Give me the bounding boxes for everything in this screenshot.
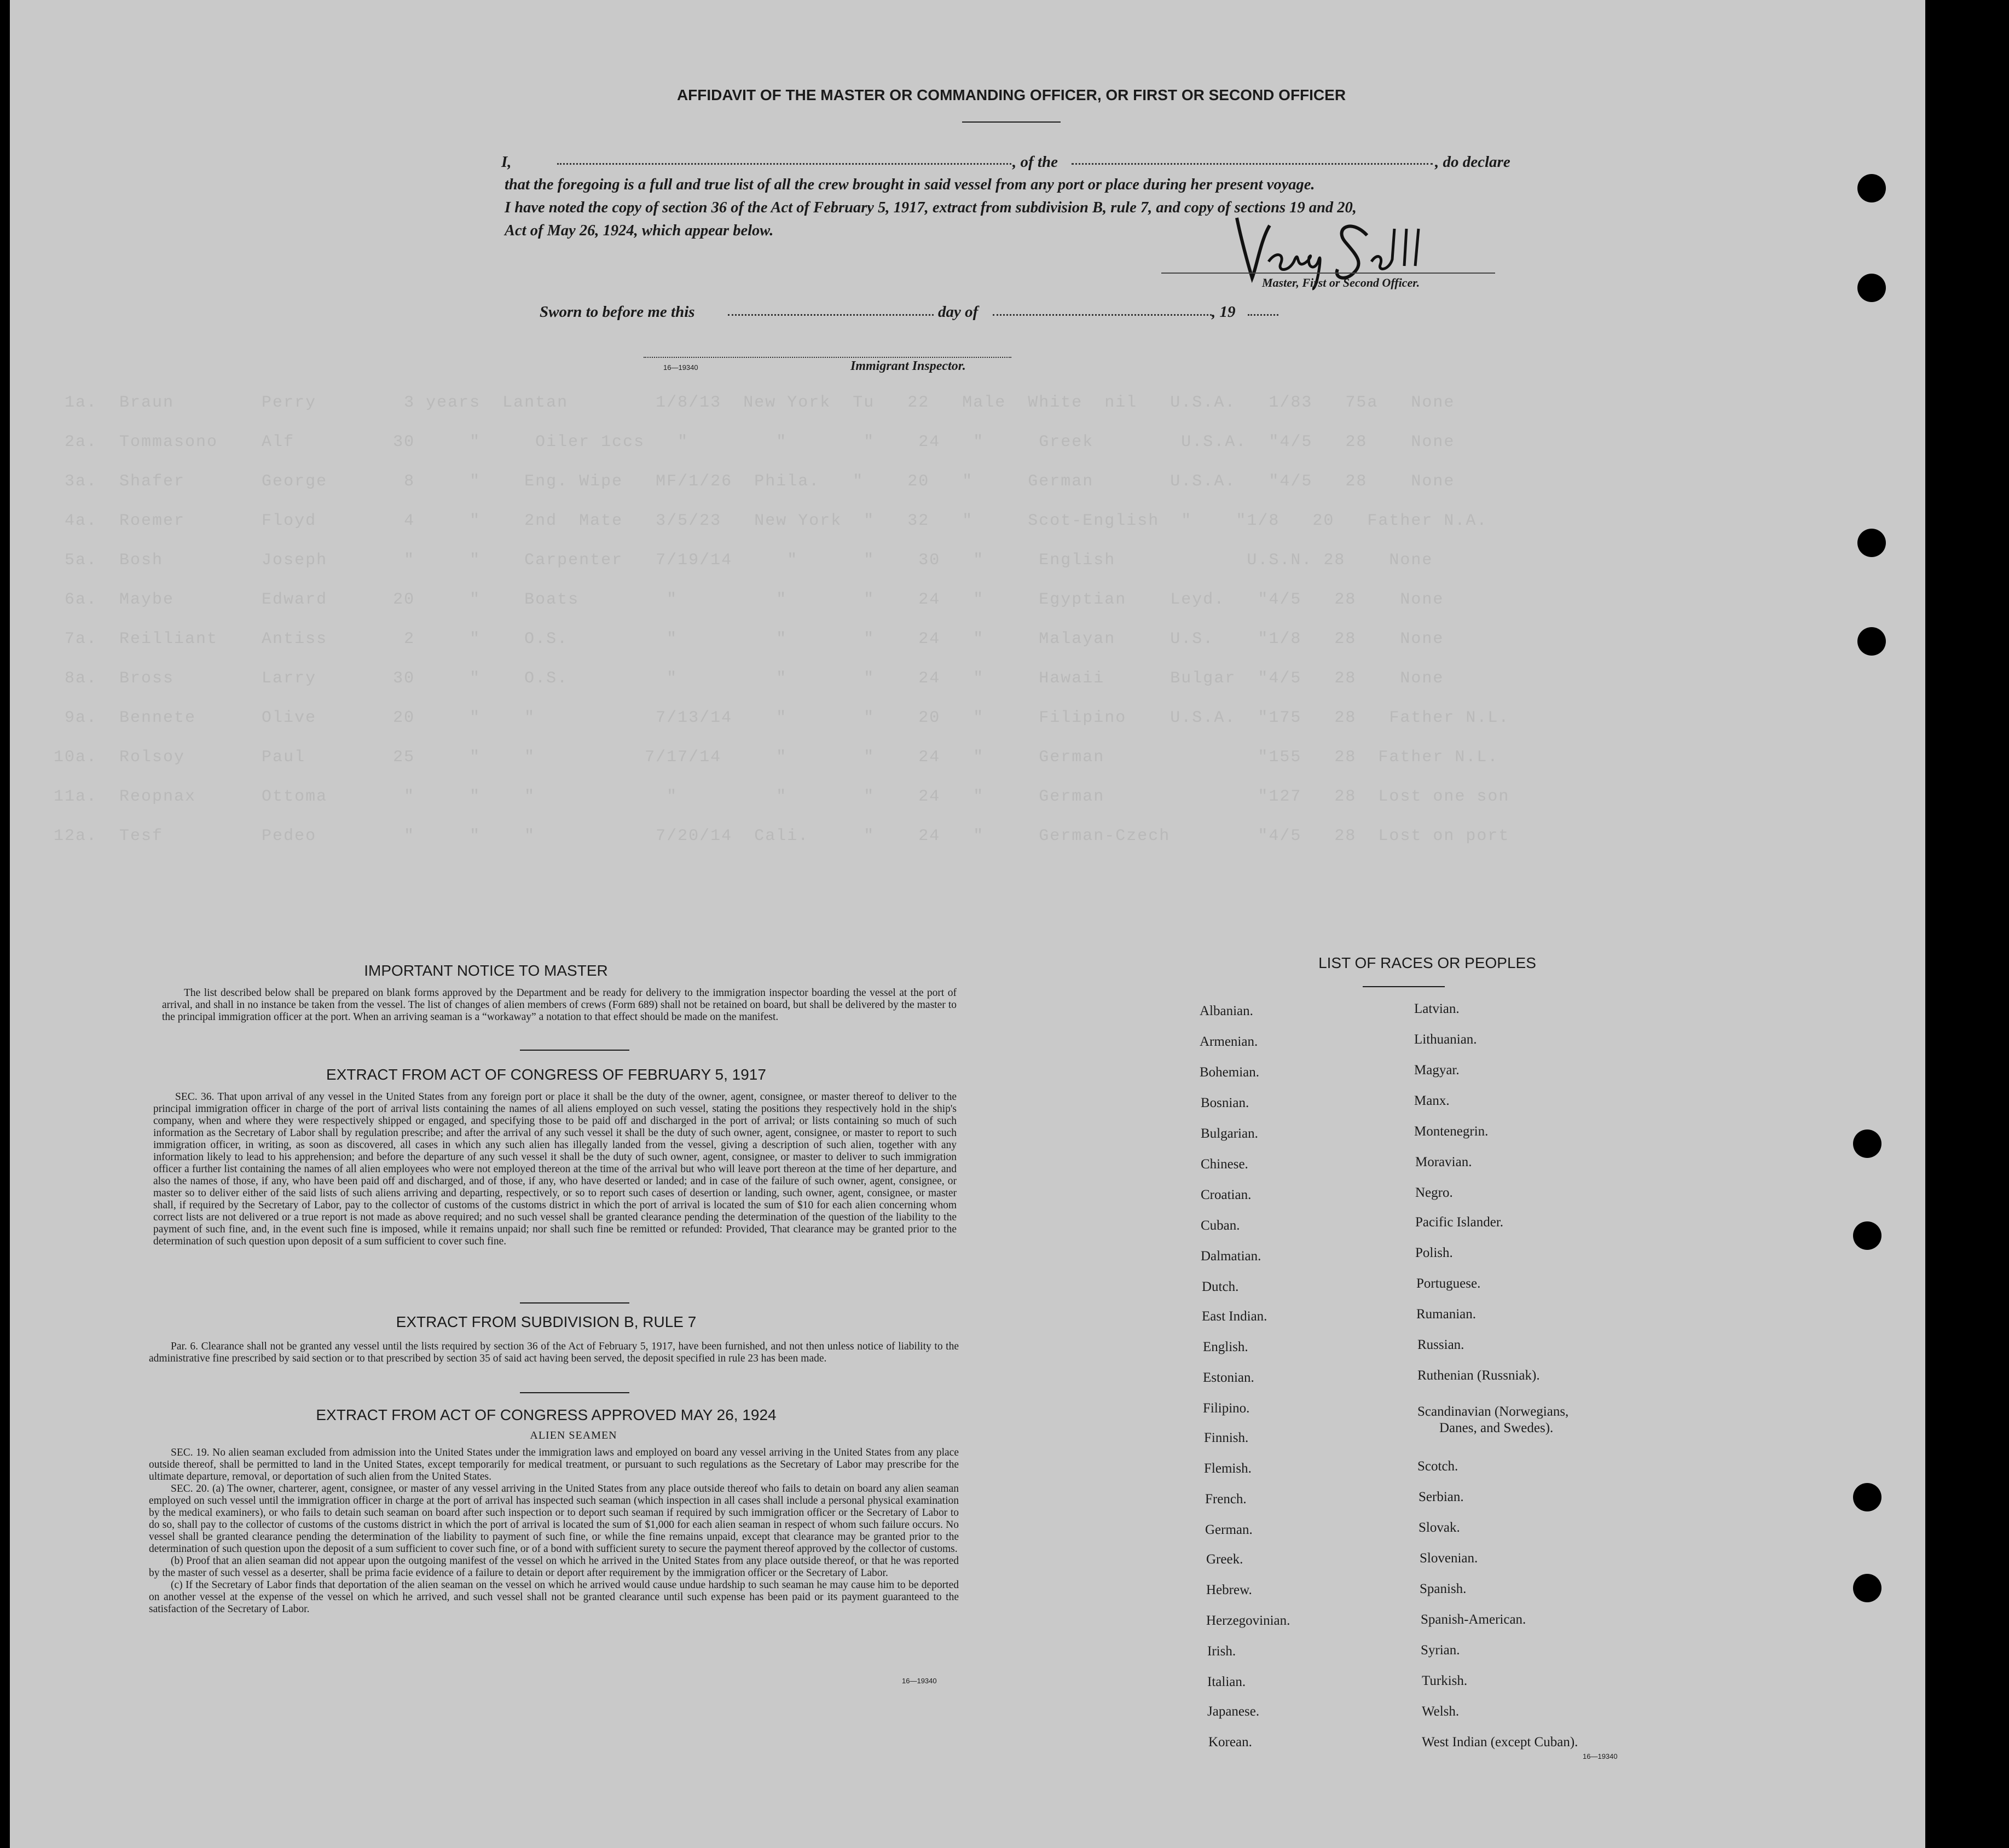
race-item: Greek. xyxy=(1206,1552,1243,1567)
race-item: Negro. xyxy=(1415,1185,1453,1200)
race-item: Finnish. xyxy=(1204,1430,1249,1445)
affidavit-title: AFFIDAVIT OF THE MASTER OR COMMANDING OFFICER, OR FIRST OR SECOND OFFICER xyxy=(676,86,1346,103)
race-item: Moravian. xyxy=(1415,1155,1472,1169)
race-item: Bohemian. xyxy=(1200,1065,1260,1080)
notice-title: IMPORTANT NOTICE TO MASTER xyxy=(364,962,608,979)
race-item: Armenian. xyxy=(1200,1034,1258,1049)
race-item: Pacific Islander. xyxy=(1415,1215,1504,1230)
year-label: , 19 xyxy=(1212,303,1236,321)
sec-20-a: SEC. 20. (a) The owner, charterer, agent, consignee, or master of any vessel arriving in the United States from any place outside thereof who fails to detain on board any alien seaman employed on such vessel until the immigration officer in charge at the port of arrival has inspected such seaman (which inspection in all cases shall include a personal physical examination by the medical examiners), or who fails to detain such seaman on board after such inspection or to deport such seaman if required by such immigration officer or the Secretary of Labor to do so, shall pay to the collector of customs of the customs district in which the port of arrival is located the sum of $1,000 for each alien seaman in respect of whom such failure occurs. No vessel shall be granted clearance pending the determination of the liability to payment of such fine, or while the fine remains unpaid, except that clearance may be granted prior to the determination of such question upon the deposit of a sum sufficient to cover such fine, or of a bond with sufficient surety to secure the payment thereof approved by the collector of customs. xyxy=(149,1483,959,1555)
affidavit-of-the: , of the xyxy=(1012,153,1058,171)
race-item: Slovak. xyxy=(1419,1520,1460,1535)
race-item: Spanish. xyxy=(1420,1581,1467,1596)
affidavit-do-declare: , do declare xyxy=(1435,153,1510,171)
race-item: Bulgarian. xyxy=(1201,1126,1258,1141)
race-item: German. xyxy=(1205,1522,1253,1537)
title-divider xyxy=(962,121,1061,123)
sworn-month-blank xyxy=(993,314,1212,316)
race-item: Croatian. xyxy=(1201,1187,1252,1202)
race-item: Japanese. xyxy=(1207,1704,1260,1719)
race-item: Welsh. xyxy=(1422,1704,1460,1719)
race-item: Estonian. xyxy=(1203,1370,1254,1385)
affidavit-line-4: Act of May 26, 1924, which appear below. xyxy=(505,222,774,239)
divider xyxy=(520,1392,629,1393)
extract-1917-text: SEC. 36. That upon arrival of any vessel in the United States from any foreign port or place it shall be the duty of the owner, agent, consignee, or master thereof to deliver to the principal immigration officer in charge of the port of arrival lists containing the names of all aliens employed on such vessel, stating the positions they respectively hold in the ship's company, when and where they were respectively shipped or engaged, and specifying those to be paid off and discharged in the port of arrival; or lists containing so much of such information as the Secretary of Labor shall by regulation prescribe; and after the arrival of any such vessel it shall be the duty of such owner, agent, consignee, or master to report to such immigration officer, in writing, as soon as discovered, all cases in which any such alien has illegally landed from the vessel, giving a description of such alien, together with any information likely to lead to his apprehension; and before the departure of any such vessel it shall be the duty of such owner, agent, consignee, or master to deliver to such immigration officer a further list containing the names of all alien employees who were not employed thereon at the time of the arrival but who will leave port thereon at the time of her departure, and also the names of those, if any, who have been paid off and discharged, and of those, if any, who have deserted or landed; and in case of the failure of such owner, agent, consignee, or master so to deliver either of the said lists of such aliens arriving and departing, respectively, or so to report such cases of desertion or landing, such owner, agent, consignee, or master shall, if required by the Secretary of Labor, pay to the collector of customs of the customs district in which the port of arrival is located the sum of $10 for each alien concerning whom correct lists are not delivered or a true report is not made as above required; and no such vessel shall be granted clearance pending the determination of the question of the liability to the payment of such fine, and, in the event such fine is imposed, while it remains unpaid; nor shall such fine be remitted or refunded: Provided, That clearance may be granted prior to the determination of such question upon deposit of a sum sufficient to cover such fine. xyxy=(153,1091,957,1247)
race-item: Latvian. xyxy=(1414,1001,1460,1016)
race-item: Herzegovinian. xyxy=(1206,1613,1290,1628)
race-item: Italian. xyxy=(1207,1675,1246,1689)
extract-form-number: 16—19340 xyxy=(902,1677,937,1685)
inspector-signature-line xyxy=(644,357,1011,358)
race-item: Filipino. xyxy=(1203,1401,1250,1416)
race-item: Hebrew. xyxy=(1206,1583,1252,1597)
punch-hole xyxy=(1857,529,1886,557)
race-item: Manx. xyxy=(1414,1093,1450,1108)
race-item: Cuban. xyxy=(1201,1218,1240,1233)
signature-caption: Master, First or Second Officer. xyxy=(1262,276,1420,289)
race-item: Korean. xyxy=(1208,1735,1252,1749)
punch-hole xyxy=(1857,274,1886,302)
race-item: Chinese. xyxy=(1201,1157,1248,1172)
race-item: Lithuanian. xyxy=(1414,1032,1477,1047)
race-item: Magyar. xyxy=(1414,1063,1460,1077)
inspector-caption: Immigrant Inspector. xyxy=(850,359,966,373)
affidavit-i-label: I, xyxy=(501,153,512,171)
sworn-label: Sworn to before me this xyxy=(540,303,695,321)
divider xyxy=(520,1302,629,1304)
race-item: East Indian. xyxy=(1202,1309,1267,1324)
punch-hole xyxy=(1857,627,1886,656)
race-item: Polish. xyxy=(1415,1245,1453,1260)
race-item: Turkish. xyxy=(1422,1673,1468,1688)
race-item: English. xyxy=(1203,1340,1248,1354)
races-form-number: 16—19340 xyxy=(1583,1752,1618,1760)
punch-hole xyxy=(1853,1483,1881,1511)
divider xyxy=(1363,986,1445,987)
alien-seamen-subtitle: ALIEN SEAMEN xyxy=(530,1429,617,1441)
race-item: Flemish. xyxy=(1204,1461,1252,1476)
sec-20-c: (c) If the Secretary of Labor finds that deportation of the alien seaman on the vessel on which he arrived would cause undue hardship to such seaman he may cause him to be deported on another vessel at the expense of the vessel on which he arrived, and such vessel shall not be granted clearance until such expense has been paid or its payment guaranteed to the satisfaction of the Secretary of Labor. xyxy=(149,1579,959,1615)
document-page xyxy=(10,0,1925,1848)
race-item: Syrian. xyxy=(1421,1643,1460,1658)
bleed-through-text: 1a. Braun Perry 3 years Lantan 1/8/13 New York Tu 22 Male White nil U.S.A. 1/83 75a None 2a. Tommasono Alf 30 " Oiler 1ccs " " " 24 " Greek U.S.A. "4/5 28 None 3a. Shafer George 8 " Eng. Wipe MF/1/26 Phila. " 20 " German U.S.A. "4/5 28 None 4a. Roemer Floyd 4 " 2nd Mate 3/5/23 New York " 32 " Scot-English " "1/8 20 Father N.A. 5a. Bosh Joseph " " Carpenter 7/19/14 " " 30 " English U.S.N. 28 None 6a. Maybe Edward 20 " Boats " " " 24 " Egyptian Leyd. "4/5 28 None 7a. Reilliant Antiss 2 " O.S. " " " 24 " Malayan U.S. "1/8 28 None 8a. Bross Larry 30 " O.S. " " " 24 " Hawaii Bulgar "4/5 28 None 9a. Bennete Olive 20 " " 7/13/14 " " 20 " Filipino U.S.A. "175 28 Father N.L. 10a. Rolsoy Paul 25 " " 7/17/14 " " 24 " German "155 28 Father N.L. 11a. Reopnax Ottoma " " " " " " 24 " German "127 28 Lost one son 12a. Tesf Pedeo " " " 7/20/14 Cali. " 24 " German-Czech "4/5 28 Lost on port xyxy=(54,393,1510,845)
race-item: Danes, and Swedes). xyxy=(1439,1421,1554,1435)
affidavit-line-2: that the foregoing is a full and true list of all the crew brought in said vessel from any port or place during her present voyage. xyxy=(505,176,1315,193)
race-item: Spanish-American. xyxy=(1421,1612,1526,1627)
race-item: West Indian (except Cuban). xyxy=(1422,1735,1578,1749)
extract-1917-title: EXTRACT FROM ACT OF CONGRESS OF FEBRUARY 5, 1917 xyxy=(326,1066,766,1083)
race-item: Scotch. xyxy=(1417,1459,1458,1474)
divider xyxy=(520,1050,629,1051)
race-item: Slovenian. xyxy=(1420,1551,1478,1566)
signature-line xyxy=(1161,273,1495,274)
name-blank xyxy=(557,163,1011,165)
race-item: Ruthenian (Russniak). xyxy=(1417,1368,1540,1383)
race-item: Scandinavian (Norwegians, xyxy=(1417,1404,1569,1419)
punch-hole xyxy=(1853,1129,1881,1158)
extract-1924-text xyxy=(149,1447,959,1615)
affidavit-form-number: 16—19340 xyxy=(663,363,698,372)
race-item: Dalmatian. xyxy=(1201,1249,1261,1264)
race-item: Rumanian. xyxy=(1416,1307,1477,1322)
notice-text: The list described below shall be prepared on blank forms approved by the Department and be ready for delivery to the immigration inspector boarding the vessel at the port of arrival, and shall in no instance be taken from the vessel. The list of changes of alien members of crews (Form 689) shall not be retained on board, but shall be delivered by the master to the principal immigration officer at the port. When an arriving seaman is a “workaway” a notation to that effect should be made on the manifest. xyxy=(162,987,957,1023)
sworn-day-blank xyxy=(728,314,934,316)
races-title: LIST OF RACES OR PEOPLES xyxy=(1318,954,1536,971)
race-item: Bosnian. xyxy=(1201,1096,1249,1110)
year-blank xyxy=(1248,314,1278,316)
race-item: Portuguese. xyxy=(1416,1276,1481,1291)
extract-1924-title: EXTRACT FROM ACT OF CONGRESS APPROVED MAY 26, 1924 xyxy=(316,1406,777,1423)
race-item: French. xyxy=(1205,1492,1247,1507)
punch-hole xyxy=(1853,1574,1881,1602)
day-of-label: day of xyxy=(938,303,979,321)
race-item: Dutch. xyxy=(1202,1279,1239,1294)
race-item: Montenegrin. xyxy=(1414,1124,1489,1139)
race-item: Irish. xyxy=(1207,1644,1236,1659)
race-item: Serbian. xyxy=(1419,1490,1464,1504)
rule7-text: Par. 6. Clearance shall not be granted any vessel until the lists required by section 36 of the Act of February 5, 1917, have been furnished, and not then unless notice of liability to the administrative fine prescribed by said section or to that prescribed by section 35 of said act having been served, the deposit specified in rule 23 has been made. xyxy=(149,1341,959,1364)
rule7-title: EXTRACT FROM SUBDIVISION B, RULE 7 xyxy=(396,1313,697,1330)
sec-20-b: (b) Proof that an alien seaman did not appear upon the outgoing manifest of the vessel on which he arrived in the United States from any place outside thereof, or that he was reported by the master of such vessel as a deserter, shall be prima facie evidence of a failure to detain or deport after requirement by the immigration officer or the Secretary of Labor. xyxy=(149,1555,959,1579)
vessel-blank xyxy=(1072,163,1433,165)
sec-19: SEC. 19. No alien seaman excluded from admission into the United States under the immigration laws and employed on board any vessel arriving in the United States from any place outside thereof, shall be permitted to land in the United States, except temporarily for medical treatment, or pursuant to such regulations as the Secretary of Labor may prescribe for the ultimate departure, removal, or deportation of such alien from the United States. xyxy=(149,1447,959,1482)
affidavit-line-3: I have noted the copy of section 36 of the Act of February 5, 1917, extract from subdivision B, rule 7, and copy of sections 19 and 20, xyxy=(505,199,1357,216)
punch-hole xyxy=(1853,1221,1881,1250)
race-item: Albanian. xyxy=(1200,1004,1253,1018)
race-item: Russian. xyxy=(1417,1337,1464,1352)
punch-hole xyxy=(1857,174,1886,202)
